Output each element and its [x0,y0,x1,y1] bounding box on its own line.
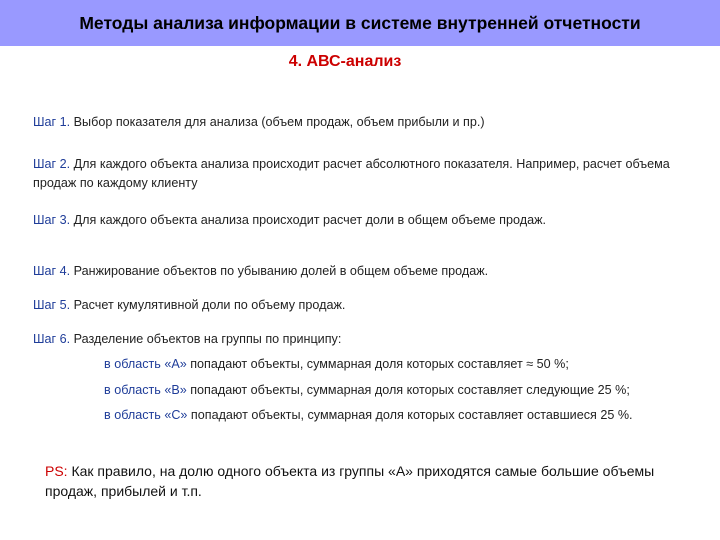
step-4 [33,262,693,281]
group-text: попадают объекты, суммарная доля которых составляет ≈ 50 %; [186,357,569,371]
section-title: 4. АВС-анализ [288,53,402,70]
step-text: Разделение объектов на группы по принципу: [70,332,342,346]
header-bar [0,0,720,46]
step-text: Расчет кумулятивной доли по объему продаж. [70,298,346,312]
group-prefix: в область «В» [104,383,187,397]
step-text: Выбор показателя для анализа (объем продаж, объем прибыли и пр.) [70,115,485,129]
group-prefix: в область «А» [104,357,187,371]
step-6 [33,330,693,349]
step-label: Шаг 1. [33,115,71,129]
step-2 [33,155,693,193]
ps-note [45,461,695,501]
step-label: Шаг 2. [33,157,71,171]
group-a-item [104,355,704,374]
group-prefix: в область «С» [104,408,188,422]
group-text: попадают объекты, суммарная доля которых составляет оставшиеся 25 %. [187,408,633,422]
step-label: Шаг 5. [33,298,71,312]
ps-text: Как правило, на долю одного объекта из группы «А» приходятся самые большие объемы продаж, прибылей и т.п. [45,463,655,499]
step-1 [33,113,693,132]
step-3 [33,211,693,230]
page-title: Методы анализа информации в системе внутренней отчетности [79,12,641,33]
ps-label: PS: [45,463,68,479]
step-text: Для каждого объекта анализа происходит расчет абсолютного показателя. Например, расчет объема продаж по каждому клиенту [33,157,670,190]
group-b-item [104,381,704,400]
group-text: попадают объекты, суммарная доля которых составляет следующие 25 %; [186,383,630,397]
step-5 [33,296,693,315]
step-text: Ранжирование объектов по убыванию долей в общем объеме продаж. [70,264,489,278]
step-text: Для каждого объекта анализа происходит расчет доли в общем объеме продаж. [70,213,546,227]
step-label: Шаг 6. [33,332,71,346]
group-c-item [104,406,704,425]
step-label: Шаг 3. [33,213,71,227]
step-label: Шаг 4. [33,264,71,278]
